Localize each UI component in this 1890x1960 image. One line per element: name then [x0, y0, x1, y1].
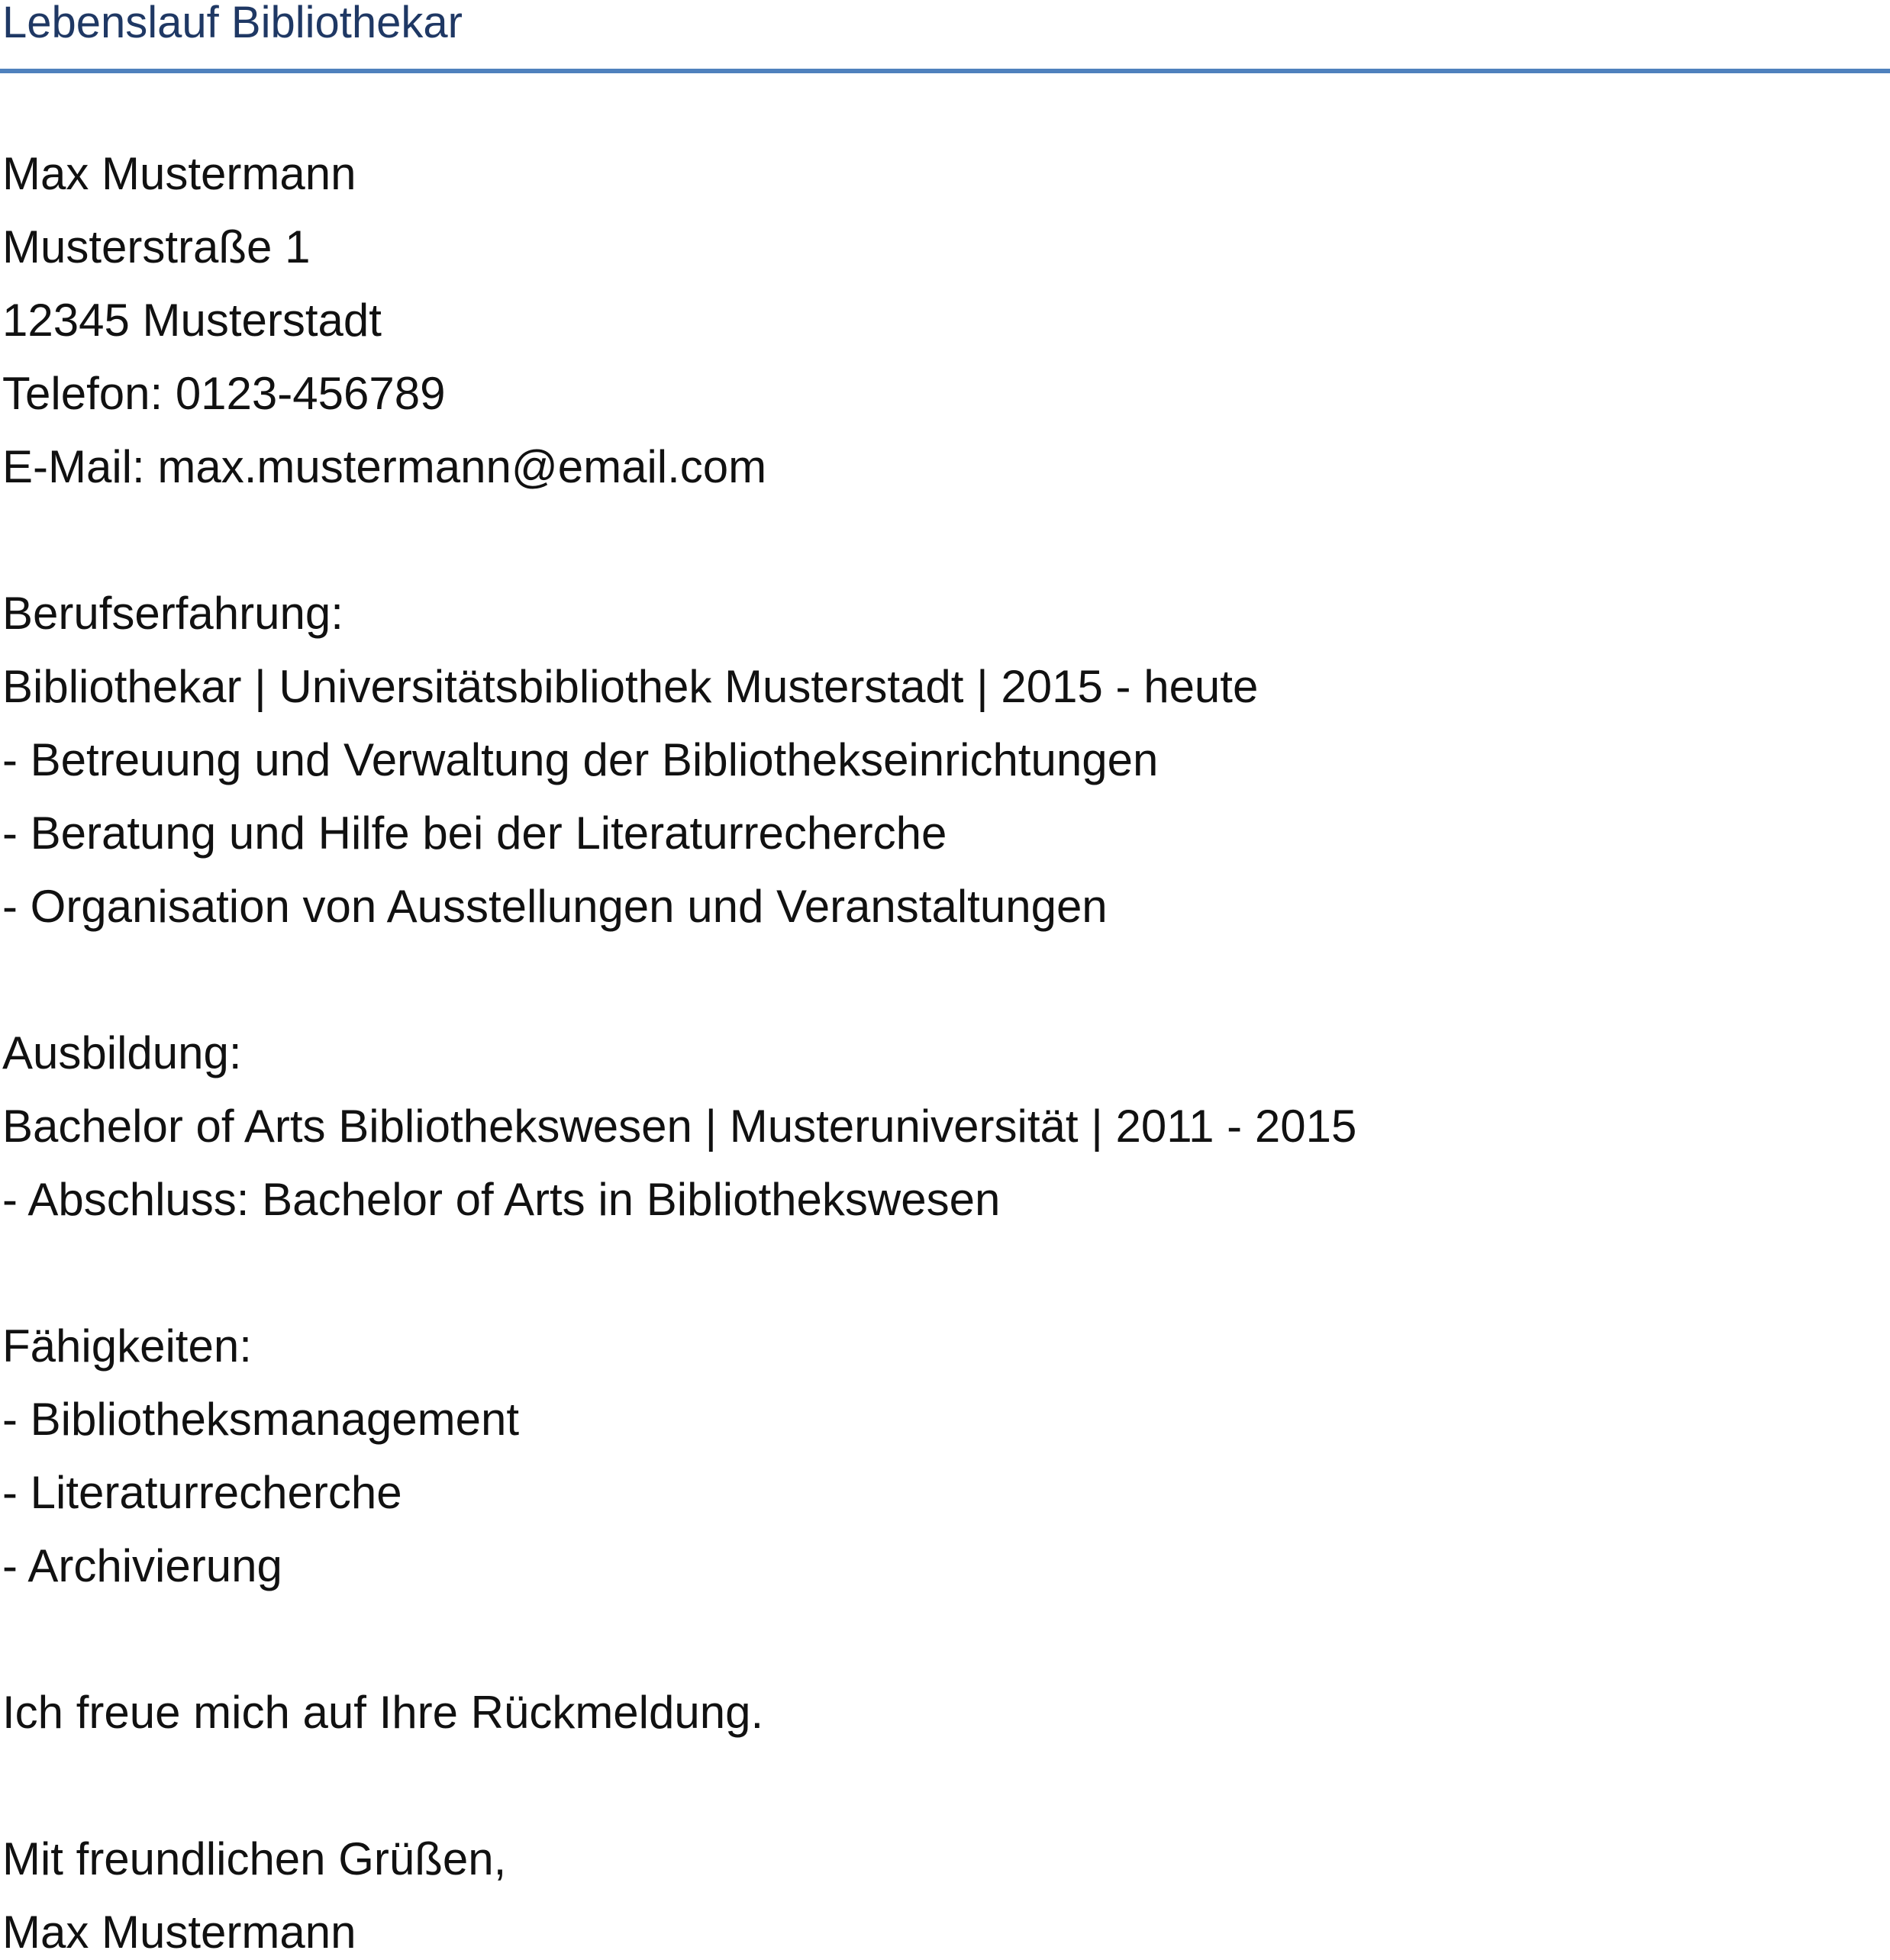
skills-heading: Fähigkeiten:: [2, 1320, 252, 1372]
skills-bullet: - Archivierung: [2, 1540, 282, 1591]
closing-statement: Ich freue mich auf Ihre Rückmeldung.: [2, 1687, 764, 1738]
experience-heading: Berufserfahrung:: [2, 588, 343, 639]
skills-bullet: - Bibliotheksmanagement: [2, 1394, 520, 1445]
experience-bullet: - Organisation von Ausstellungen und Veranstaltungen: [2, 881, 1108, 932]
education-heading: Ausbildung:: [2, 1027, 242, 1078]
experience-position: Bibliothekar | Universitätsbibliothek Musterstadt | 2015 - heute: [2, 661, 1259, 712]
contact-street: Musterstraße 1: [2, 221, 311, 272]
contact-city: 12345 Musterstadt: [2, 295, 382, 346]
experience-bullet: - Beratung und Hilfe bei der Literaturrecherche: [2, 808, 947, 859]
education-bullet: - Abschluss: Bachelor of Arts in Bibliothekswesen: [2, 1174, 1001, 1225]
title-underline: [0, 69, 1890, 73]
contact-name: Max Mustermann: [2, 148, 356, 199]
document-title: Lebenslauf Bibliothekar: [2, 0, 463, 47]
closing-salutation: Mit freundlichen Grüßen,: [2, 1833, 507, 1884]
education-degree: Bachelor of Arts Bibliothekswesen | Musteruniversität | 2011 - 2015: [2, 1101, 1357, 1152]
contact-phone: Telefon: 0123-456789: [2, 368, 446, 419]
contact-email: E-Mail: max.mustermann@email.com: [2, 441, 767, 492]
closing-signature: Max Mustermann: [2, 1907, 356, 1958]
skills-bullet: - Literaturrecherche: [2, 1467, 402, 1518]
experience-bullet: - Betreuung und Verwaltung der Bibliothekseinrichtungen: [2, 734, 1159, 785]
